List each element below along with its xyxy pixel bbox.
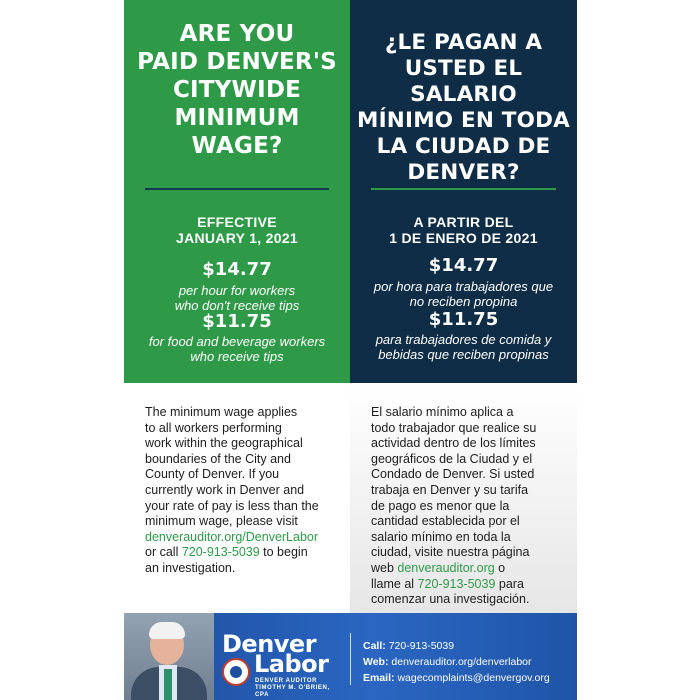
call-number[interactable]: 720-913-5039 [388,640,455,652]
footer-divider [350,633,351,685]
minimum-wage-poster [124,0,577,700]
english-body-part3: to begin an investigation. [145,545,308,575]
english-divider [145,188,329,190]
spanish-phone-link[interactable]: 720-913-5039 [417,576,496,591]
english-body-part1: The minimum wage applies to all workers performing work within the geographical boundaries of the City and County of Denver. If you currently work in Denver and your rate of pay is less than the minimum wage, please visit [145,405,319,529]
call-label: Call: [363,640,386,652]
photo-hair [149,622,185,639]
english-info [124,383,350,613]
spanish-body-part1: El salario mínimo aplica a todo trabajador que realice su actividad dentro de los límites geográficos de la Ciudad y el Condado de Denver. Si usted trabaja en Denver y su tarifa de pago es menor que la cantidad establecida por el salario mínimo en toda la ciudad, visite nuestra página web [371,405,537,575]
spanish-body-part2: o llame al [371,560,506,591]
logo-denver-word: Denver [222,630,317,658]
spanish-info [350,383,577,613]
spanish-panel [350,0,577,383]
email-link[interactable]: wagecomplaints@denvergov.org [397,672,550,684]
spanish-headline: ¿LE PAGAN A USTED EL SALARIO MÍNIMO EN TODA LA CIUDAD DE DENVER? [357,30,570,185]
spanish-rate-nontipped-desc: por hora para trabajadores que no reciben propina [373,279,554,309]
english-body-text [145,405,345,577]
email-label: Email: [363,672,395,684]
seal-center [230,666,242,678]
spanish-body-part3: para comenzar una investigación. [371,576,530,607]
city-seal-icon [222,658,250,686]
contact-call [363,638,550,654]
web-link[interactable]: denverauditor.org/denverlabor [391,656,532,668]
spanish-website-link[interactable]: denverauditor.org [397,560,495,575]
spanish-rate-tipped-desc: para trabajadores de comida y bebidas que reciben propinas [375,332,552,362]
logo-auditor-name: DENVER AUDITOR TIMOTHY M. O'BRIEN, CPA [255,678,330,698]
spanish-divider [371,188,556,190]
contact-web [363,654,550,670]
spanish-rate-nontipped: $14.77 [428,255,499,276]
english-body-part2: or call [145,545,179,560]
auditor-photo [124,613,214,700]
spanish-body-text [371,405,571,608]
logo-labor-word: Labor [254,650,329,678]
english-headline: ARE YOU PAID DENVER'S CITYWIDE MINIMUM WAGE? [137,21,337,159]
english-rate-tipped: $11.75 [202,311,272,332]
english-rate-nontipped: $14.77 [202,259,272,280]
english-panel [124,0,350,383]
photo-tie [164,669,172,700]
contact-email [363,670,550,686]
footer-banner [124,613,577,700]
spanish-effective-date: A PARTIR DEL 1 DE ENERO DE 2021 [389,214,538,246]
contact-info [363,638,550,686]
english-rate-nontipped-desc: per hour for workers who don't receive tips [174,283,300,313]
english-effective-date: EFFECTIVE JANUARY 1, 2021 [175,214,298,246]
web-label: Web: [363,656,389,668]
spanish-rate-tipped: $11.75 [428,309,499,330]
english-rate-tipped-desc: for food and beverage workers who receive tips [148,334,326,364]
denver-labor-logo [222,630,344,698]
english-website-link[interactable]: denverauditor.org/DenverLabor [145,529,319,544]
english-phone-link[interactable]: 720-913-5039 [181,545,260,560]
